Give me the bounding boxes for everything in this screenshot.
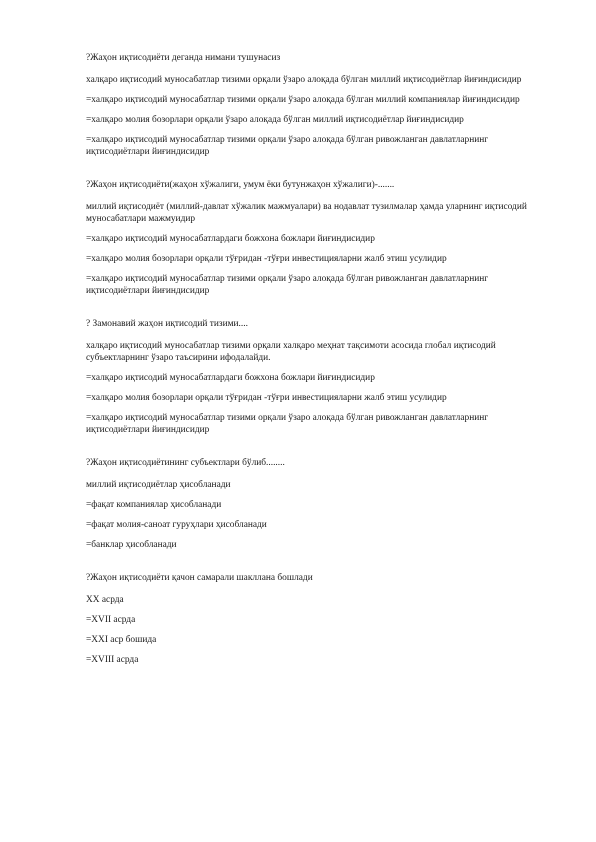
answer-option: =халқаро молия бозорлари орқали ўзаро алоқада бўлган миллий иқтисодиётлар йиғиндисидир (86, 115, 464, 125)
answer-option: =халқаро молия бозорлари орқали тўғридан -тўғри инвестицияларни жалб этиш усулидир (86, 393, 447, 403)
answer-option: =халқаро молия бозорлари орқали тўғридан -тўғри инвестицияларни жалб этиш усулидир (86, 254, 447, 264)
answer-option: =фақат молия-саноат гуруҳлари ҳисобланади (86, 520, 267, 530)
answer-option: =фақат компаниялар ҳисобланади (86, 500, 222, 510)
answer-option: =халқаро иқтисодий муносабатлар тизими орқали ўзаро алоқада бўлган ривожланган давлатларнинг иқтисодиётлари йиғиндисидир (86, 135, 489, 157)
answer-option: =халқаро иқтисодий муносабатлар тизими орқали ўзаро алоқада бўлган ривожланган давлатларнинг иқтисодиётлари йиғиндисидир (86, 413, 489, 435)
question-block-1 (86, 52, 536, 158)
question-block-4 (86, 457, 536, 551)
question-block-2 (86, 179, 536, 297)
answer-option: XX асрда (86, 595, 124, 605)
question-text: ?Жаҳон иқтисодиёти қачон самарали шакллана бошлади (86, 573, 313, 583)
answer-option: =халқаро иқтисодий муносабатлар тизими орқали ўзаро алоқада бўлган миллий компаниялар йиғиндисидир (86, 95, 520, 105)
answer-option: =халқаро иқтисодий муносабатлардаги божхона божлари йиғиндисидир (86, 234, 375, 244)
answer-option: халқаро иқтисодий муносабатлар тизими орқали ўзаро алоқада бўлган миллий иқтисодиётлар йиғиндисидир (86, 75, 522, 85)
answer-option: =XVIII асрда (86, 655, 139, 665)
question-text: ?Жаҳон иқтисодиёти деганда нимани тушунасиз (86, 53, 281, 63)
question-text: ? Замонавий жаҳон иқтисодий тизими.... (86, 319, 248, 329)
question-text: ?Жаҳон иқтисодиётининг субъектлари бўлиб........ (86, 458, 285, 468)
document-page (86, 52, 536, 674)
answer-option: миллий иқтисодиётлар ҳисобланади (86, 480, 231, 490)
answer-option: миллий иқтисодиёт (миллий-давлат хўжалик мажмуалари) ва нодавлат тузилмалар ҳамда уларнинг иқтисодий муносабатлари мажмуидир (86, 202, 527, 224)
answer-option: халқаро иқтисодий муносабатлар тизими орқали халқаро меҳнат тақсимоти асосида глобал иқтисодий субъектларнинг ўзаро таъсирини ифодалайди. (86, 341, 496, 363)
answer-option: =халқаро иқтисодий муносабатлардаги божхона божлари йиғиндисидир (86, 373, 375, 383)
question-block-5 (86, 572, 536, 666)
answer-option: =халқаро иқтисодий муносабатлар тизими орқали ўзаро алоқада бўлган ривожланган давлатларнинг иқтисодиётлари йиғиндисидир (86, 274, 489, 296)
question-text: ?Жаҳон иқтисодиёти(жаҳон хўжалиги, умум ёки бутунжаҳон хўжалиги)-....... (86, 180, 395, 190)
answer-option: =XVII асрда (86, 615, 136, 625)
question-block-3 (86, 318, 536, 436)
answer-option: =XXI аср бошида (86, 635, 157, 645)
answer-option: =банклар ҳисобланади (86, 540, 177, 550)
